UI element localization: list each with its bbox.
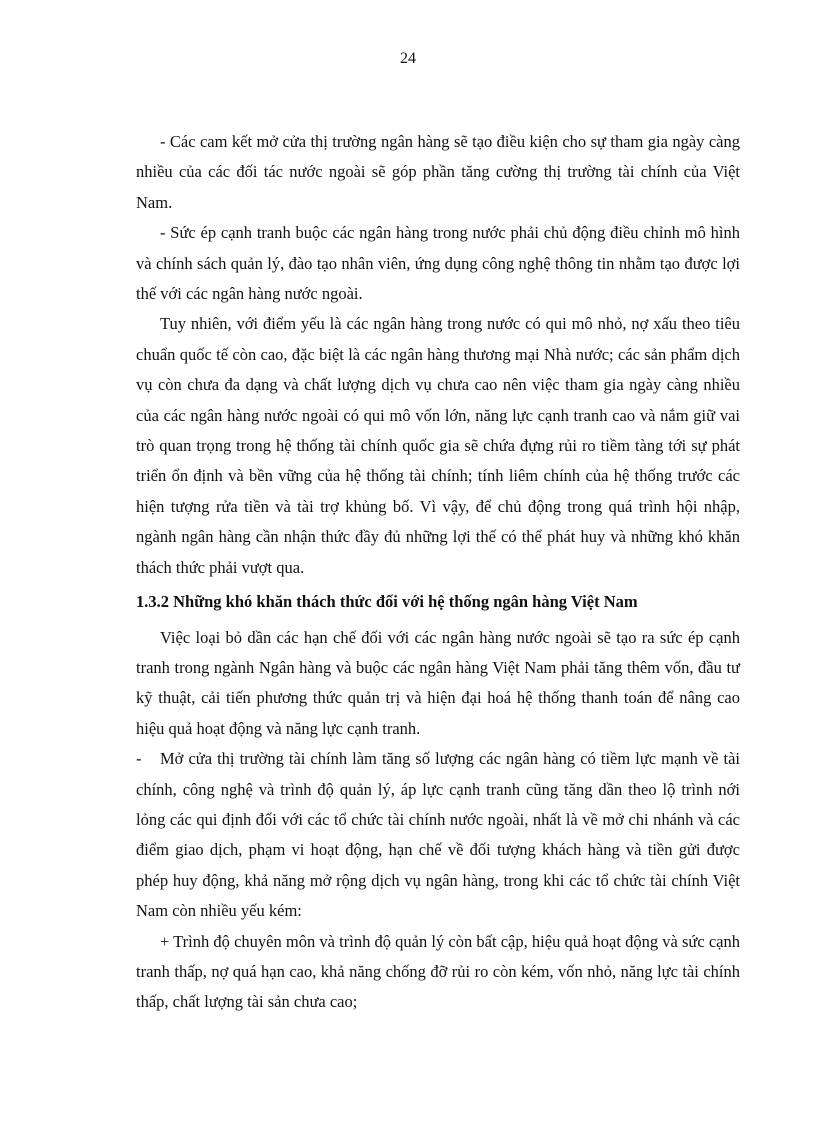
paragraph-market-opening	[136, 744, 740, 926]
document-body	[136, 127, 740, 1018]
paragraph-market-opening-text: Mở cửa thị trường tài chính làm tăng số lượng các ngân hàng có tiềm lực mạnh về tài chính, công nghệ và trình độ quản lý, áp lực cạnh tranh cũng tăng dần theo lộ trình nới lỏng các qui định đối với các tổ chức tài chính nước ngoài, nhất là về mở chi nhánh và các điểm giao dịch, phạm vi hoạt động, hạn chế về đối tượng khách hàng và tiền gửi được phép huy động, khả năng mở rộng dịch vụ ngân hàng, trong khi các tổ chức tài chính Việt Nam còn nhiều yếu kém:	[136, 749, 740, 921]
paragraph-weaknesses: Tuy nhiên, với điểm yếu là các ngân hàng trong nước có qui mô nhỏ, nợ xấu theo tiêu chuẩn quốc tế còn cao, đặc biệt là các ngân hàng thương mại Nhà nước; các sản phẩm dịch vụ còn chưa đa dạng và chất lượng dịch vụ chưa cao nên việc tham gia ngày càng nhiều của các ngân hàng nước ngoài có qui mô vốn lớn, năng lực cạnh tranh cao và nắm giữ vai trò quan trọng trong hệ thống tài chính quốc gia sẽ chứa đựng rủi ro tiềm tàng tới sự phát triển ổn định và bền vững của hệ thống tài chính; tính liêm chính của hệ thống trước các hiện tượng rửa tiền và tài trợ khủng bố. Vì vậy, để chủ động trong quá trình hội nhập, ngành ngân hàng cần nhận thức đầy đủ những lợi thế có thể phát huy và những khó khăn thách thức phải vượt qua.	[136, 314, 740, 577]
section-heading: 1.3.2 Những khó khăn thách thức đối với hệ thống ngân hàng Việt Nam	[136, 592, 638, 612]
paragraph-removal-of-restrictions: Việc loại bỏ dần các hạn chế đối với các ngân hàng nước ngoài sẽ tạo ra sức ép cạnh tranh trong ngành Ngân hàng và buộc các ngân hàng Việt Nam phải tăng thêm vốn, đầu tư kỹ thuật, cải tiến phương thức quản trị và hiện đại hoá hệ thống thanh toán để nâng cao hiệu quả hoạt động và năng lực cạnh tranh.	[136, 627, 740, 738]
list-dash: -	[136, 749, 142, 769]
page-number: 24	[400, 50, 416, 67]
paragraph-commitments: - Các cam kết mở cửa thị trường ngân hàng sẽ tạo điều kiện cho sự tham gia ngày càng nhiều của các đối tác nước ngoài sẽ góp phần tăng cường thị trường tài chính của Việt Nam.	[136, 132, 740, 212]
paragraph-competitive-pressure: - Sức ép cạnh tranh buộc các ngân hàng trong nước phải chủ động điều chỉnh mô hình và chính sách quản lý, đào tạo nhân viên, ứng dụng công nghệ thông tin nhằm tạo được lợi thế với các ngân hàng nước ngoài.	[136, 223, 740, 304]
paragraph-management-level: + Trình độ chuyên môn và trình độ quản lý còn bất cập, hiệu quả hoạt động và sức cạnh tranh thấp, nợ quá hạn cao, khả năng chống đỡ rủi ro còn kém, vốn nhỏ, năng lực tài chính thấp, chất lượng tài sản chưa cao;	[136, 931, 740, 1012]
